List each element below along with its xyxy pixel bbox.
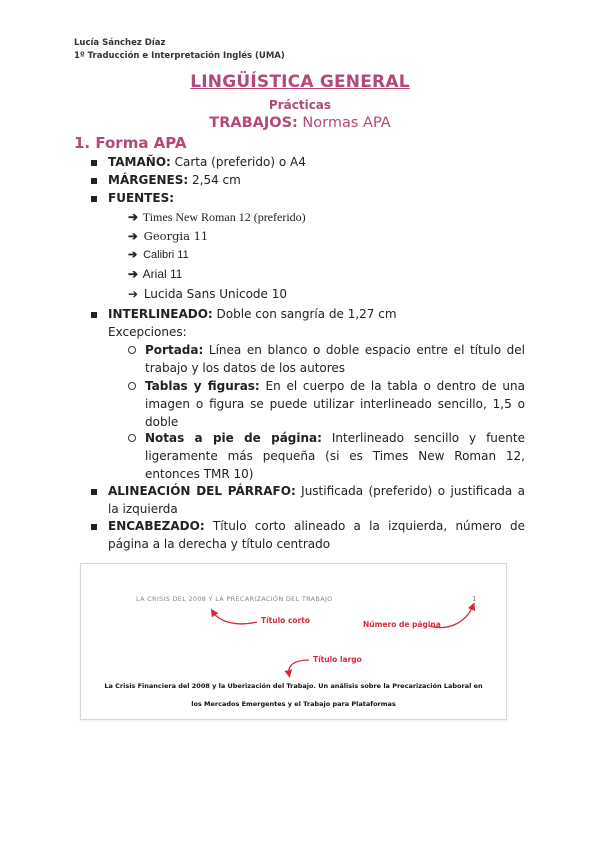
font-name: Times New Roman 12 (preferido) (142, 210, 306, 224)
item-text: Título corto alineado a la izquierda, número de página a la derecha y título centrado (108, 519, 525, 551)
item-text: Línea en blanco o doble espacio entre el título del trabajo y los datos de los autores (145, 343, 525, 375)
document-subtitle: Prácticas (268, 98, 332, 112)
item-label: INTERLINEADO: (108, 307, 213, 321)
topic-rest: Normas APA (297, 115, 391, 131)
topic-bold: TRABAJOS: (209, 115, 298, 131)
exception-item-notas (145, 429, 525, 483)
item-label: ALINEACIÓN DEL PÁRRAFO: (108, 484, 296, 498)
item-text: Interlineado sencillo y fuente ligeramente más pequeña (si es Times New Roman 12, entonces TMR 10) (145, 431, 525, 481)
document-title: LINGÜÍSTICA GENERAL (190, 72, 410, 92)
label-page-number: Número de página (363, 620, 441, 629)
long-title-line-2: los Mercados Emergentes y el Trabajo para Plataformas (191, 700, 396, 708)
item-text: En el cuerpo de la tabla o dentro de una imagen o figura se puede utilizar interlineado sencillo, 1,5 o doble (145, 379, 525, 429)
item-label: Portada: (145, 343, 204, 357)
list-item-encabezado (108, 517, 525, 553)
item-text: 2,54 cm (188, 173, 241, 187)
exception-item-tablas (145, 377, 525, 431)
page-number: 1 (472, 595, 477, 603)
square-bullet (91, 524, 97, 530)
apa-header-figure (80, 563, 507, 720)
arrow-icon: ➔ (128, 249, 138, 261)
item-label: Tablas y figuras: (145, 379, 260, 393)
font-item (128, 265, 182, 283)
list-item-alineacion (108, 482, 525, 518)
font-item (128, 208, 306, 226)
font-item (128, 285, 287, 303)
running-head: LA CRISIS DEL 2008 Y LA PRECARIZACIÓN DEL TRABAJO (136, 595, 333, 603)
arrow-long-title (289, 660, 309, 674)
arrow-icon: ➔ (128, 229, 138, 243)
list-item-margenes (108, 171, 241, 189)
arrow-icon: ➔ (128, 210, 139, 224)
list-item-tamano (108, 153, 306, 171)
font-name: Arial 11 (142, 267, 183, 281)
exception-item-portada (145, 341, 525, 377)
section-heading: 1. Forma APA (74, 134, 187, 152)
circle-bullet (128, 434, 136, 442)
square-bullet (91, 489, 97, 495)
font-name: Lucida Sans Unicode 10 (143, 287, 288, 301)
square-bullet (91, 178, 97, 184)
item-label: TAMAÑO: (108, 155, 171, 169)
author-course: 1º Traducción e Interpretación Inglés (UMA) (74, 51, 285, 61)
annotation-arrows (81, 564, 506, 719)
item-text: Carta (preferido) o A4 (170, 155, 306, 169)
list-item-interlineado (108, 305, 397, 323)
circle-bullet (128, 346, 136, 354)
font-item (128, 227, 208, 245)
document-topic (0, 115, 600, 131)
item-text: Doble con sangría de 1,27 cm (212, 307, 397, 321)
item-label: MÁRGENES: (108, 173, 189, 187)
author-name: Lucía Sánchez Díaz (74, 38, 166, 48)
arrow-icon: ➔ (128, 267, 139, 281)
long-title-line-1: La Crisis Financiera del 2008 y la Uberización del Trabajo. Un análisis sobre la Precarización Laboral en (104, 682, 483, 690)
square-bullet (91, 312, 97, 318)
list-item-fuentes (108, 189, 174, 207)
square-bullet (91, 196, 97, 202)
item-label: FUENTES: (108, 191, 175, 205)
arrow-short-title (213, 612, 257, 624)
square-bullet (91, 160, 97, 166)
exceptions-label: Excepciones: (108, 325, 187, 339)
label-long-title: Título largo (313, 655, 362, 664)
item-text: Justificada (preferido) o justificada a la izquierda (108, 484, 526, 516)
label-short-title: Título corto (261, 616, 310, 625)
circle-bullet (128, 382, 136, 390)
font-name: Georgia 11 (143, 229, 209, 243)
arrow-icon: ➔ (128, 287, 139, 301)
item-label: ENCABEZADO: (108, 519, 205, 533)
item-label: Notas a pie de página: (145, 431, 322, 445)
font-name: Calibri 11 (143, 249, 189, 261)
author-block (74, 37, 285, 63)
font-item (128, 246, 189, 264)
